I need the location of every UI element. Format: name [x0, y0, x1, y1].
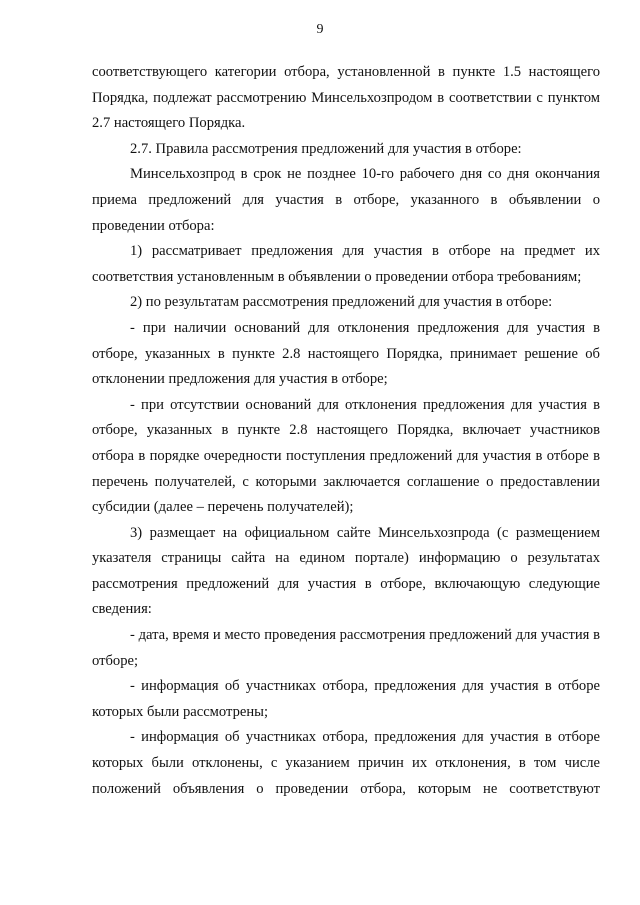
paragraph-reject-grounds: - при наличии оснований для отклонения предложения для участия в отборе, указанных в пункте 2.8 настоящего Порядка, принимает решение об отклонении предложения для участия в отборе;: [92, 319, 600, 388]
paragraph-item-2: 2) по результатам рассмотрения предложений для участия в отборе:: [130, 294, 553, 311]
document-body: [92, 60, 600, 802]
paragraph-info-reviewed: - информация об участниках отбора, предложения для участия в отборе которых были рассмотрены;: [92, 678, 600, 720]
paragraph-section-2-7-heading: 2.7. Правила рассмотрения предложений для участия в отборе:: [130, 140, 522, 157]
paragraph-no-reject-grounds: - при отсутствии оснований для отклонения предложения для участия в отборе, указанных в пункте 2.8 настоящего Порядка, включает участников отбора в порядке очередности поступления предложений для участия в отборе в перечень получателей, с которыми заключается соглашение о предоставлении субсидии (далее – перечень получателей);: [92, 396, 600, 516]
paragraph-item-3: 3) размещает на официальном сайте Минсельхозпрода (с размещением указателя страницы сайта на едином портале) информацию о результатах рассмотрения предложений для участия в отборе, включающую следующие сведения:: [92, 524, 600, 618]
paragraph-info-rejected: - информация об участниках отбора, предложения для участия в отборе которых были отклонены, с указанием причин их отклонения, в том числе положений объявления о проведении отбора, которым не соответствуют: [92, 729, 600, 797]
paragraph-info-date-time: - дата, время и место проведения рассмотрения предложений для участия в отборе;: [92, 627, 600, 669]
paragraph-item-1: 1) рассматривает предложения для участия в отборе на предмет их соответствия установленным в объявлении о проведении отбора требованиям;: [92, 243, 600, 285]
page-number: 9: [316, 22, 324, 37]
paragraph-deadline: Минсельхозпрод в срок не позднее 10-го рабочего дня со дня окончания приема предложений для участия в отборе, указанного в объявлении о проведении отбора:: [92, 166, 600, 234]
paragraph-continuation: соответствующего категории отбора, установленной в пункте 1.5 настоящего Порядка, подлежат рассмотрению Минсельхозпродом в соответствии с пунктом 2.7 настоящего Порядка.: [92, 64, 600, 132]
